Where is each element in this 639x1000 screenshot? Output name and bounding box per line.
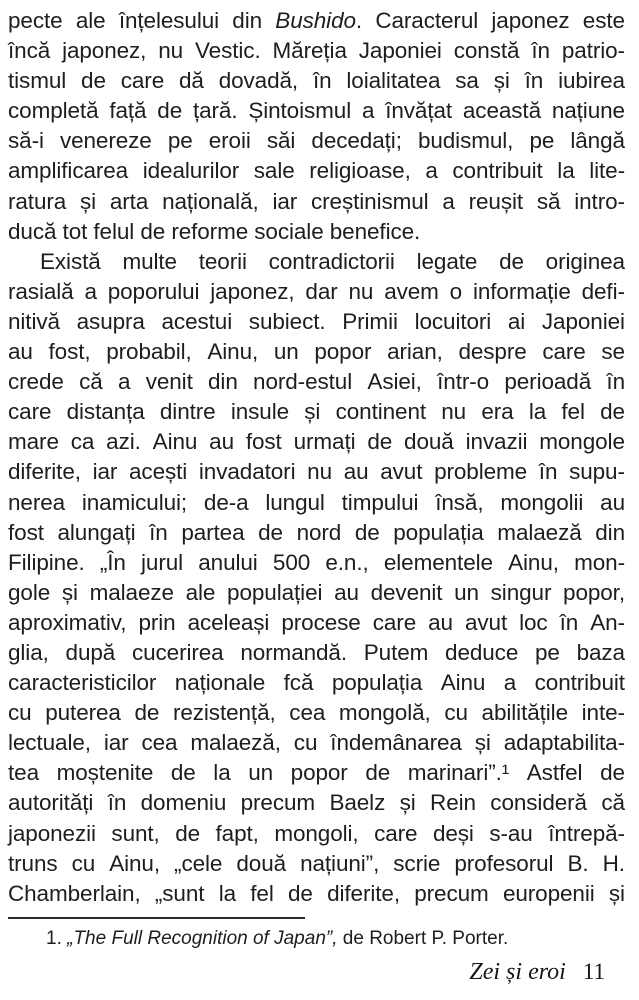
text-line: autorități în domeniu precum Baelz și Rein consideră că — [8, 790, 625, 816]
text-line: fost alungați în partea de nord de populația malaeză din — [8, 519, 625, 545]
running-title: Zei și eroi — [469, 959, 566, 985]
text-line: lectuale, iar cea malaeză, cu îndemânarea și adaptabilita- — [8, 730, 625, 756]
text-line: au fost, probabil, Ainu, un popor arian, despre care se — [8, 339, 625, 365]
text-line: pecte ale înțelesului din Bushido. Caracterul japonez este — [8, 8, 625, 33]
text-line: nerea inamicului; de-a lungul timpului însă, mongolii au — [8, 489, 625, 515]
text-line: tismul de care dă dovadă, în loialitatea sa și în iubirea — [8, 68, 625, 94]
page-number: 11 — [582, 959, 605, 984]
text-line: Filipine. „În jurul anului 500 e.n., elementele Ainu, mon- — [8, 549, 625, 575]
text-line: nitivă asupra acestui subiect. Primii locuitori ai Japoniei — [8, 308, 625, 334]
text-line: care distanța dintre insule și continent nu era la fel de — [8, 399, 625, 425]
text-line: încă japonez, nu Vestic. Măreția Japoniei constă în patrio- — [8, 38, 625, 64]
text-line: ratura și arta națională, iar creștinismul a reușit să intro- — [8, 188, 625, 214]
text-line: cu puterea de rezistență, cea mongolă, cu abilitățile inte- — [8, 700, 625, 726]
text-line: gole și malaeze ale populației au devenit un singur popor, — [8, 579, 625, 605]
footnote-separator — [8, 917, 305, 919]
text-line: japonezii sunt, de fapt, mongoli, care deși s-au întrepă- — [8, 820, 625, 846]
text-line: diferite, iar acești invadatori nu au avut probleme în supu- — [8, 459, 625, 485]
body-text — [8, 6, 625, 909]
text-line: ducă tot felul de reforme sociale benefice. — [8, 218, 421, 244]
text-line: aproximativ, prin aceleași procese care au avut loc în An- — [8, 609, 625, 635]
text-line: completă față de țară. Șintoismul a învățat această națiune — [8, 98, 625, 124]
text-line: să-i venereze pe eroii săi decedați; budismul, pe lângă — [8, 128, 625, 154]
footnote: 1. „The Full Recognition of Japan”, de Robert P. Porter. — [46, 928, 509, 949]
text-line: Chamberlain, „sunt la fel de diferite, precum europenii și — [8, 880, 625, 906]
text-line: amplificarea idealurilor sale religioase, a contribuit la lite- — [8, 158, 625, 184]
text-line: Există multe teorii contradictorii legate de originea — [40, 248, 625, 274]
text-line: caracteristicilor naționale fcă populația Ainu a contribuit — [8, 670, 625, 696]
text-line: tea moștenite de la un popor de marinari”.¹ Astfel de — [8, 760, 625, 786]
text-line: mare ca azi. Ainu au fost urmați de două invazii mongole — [8, 429, 625, 455]
text-line: glia, după cucerirea normandă. Putem deduce pe baza — [8, 639, 625, 665]
page-footer — [8, 959, 625, 986]
text-line: crede că a venit din nord-estul Asiei, într-o perioadă în — [8, 369, 625, 395]
text-line: rasială a poporului japonez, dar nu avem o informație defi- — [8, 278, 625, 304]
text-line: truns cu Ainu, „cele două națiuni”, scrie profesorul B. H. — [8, 850, 625, 876]
